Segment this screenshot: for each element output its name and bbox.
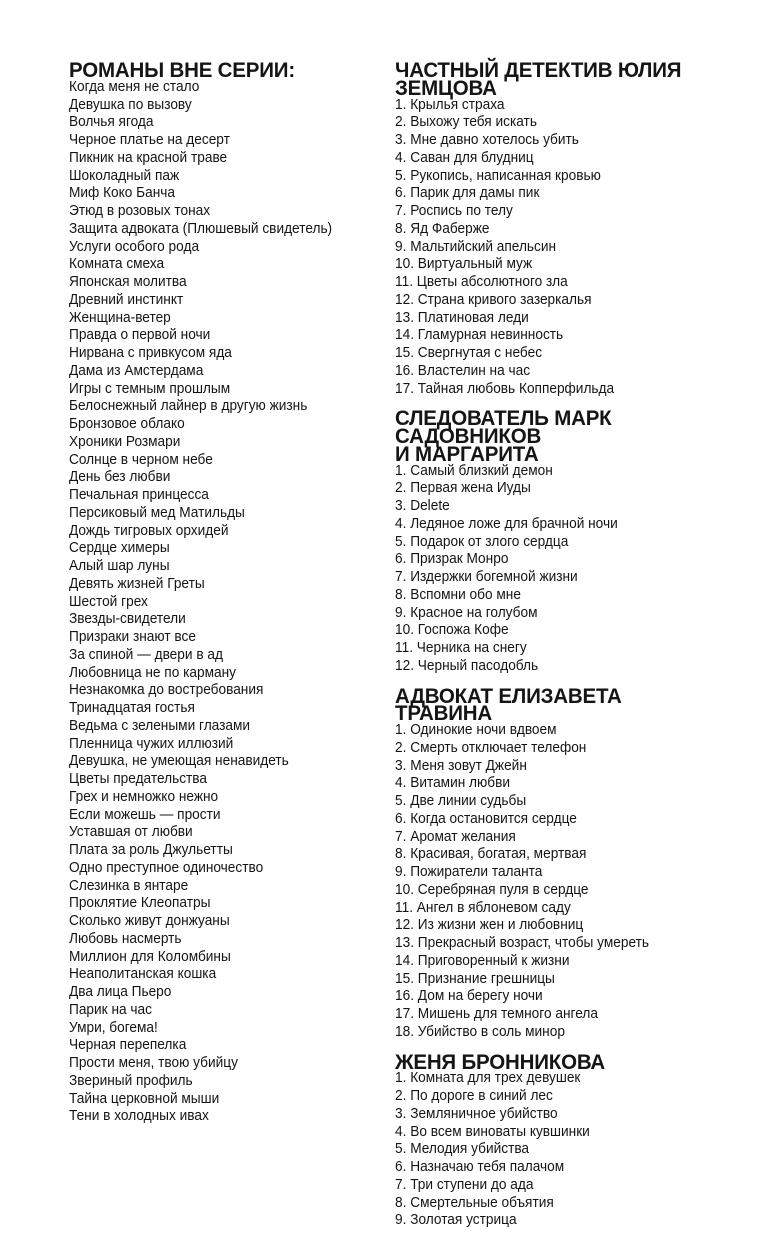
right-column xyxy=(395,57,709,1241)
book-title: 9. Мальтийский апельсин xyxy=(395,238,557,255)
section-heading xyxy=(395,405,709,466)
book-title: Девушка, не умеющая ненавидеть xyxy=(69,753,289,770)
book-title: 5. Подарок от злого сердца xyxy=(395,533,569,550)
book-title: 17. Мишень для темного ангела xyxy=(395,1006,598,1022)
book-list xyxy=(395,97,709,399)
book-title: 17. Тайная любовь Копперфильда xyxy=(395,380,615,397)
book-title: 2. Смерть отключает телефон xyxy=(395,739,587,756)
book-title: Уставшая от любви xyxy=(69,824,193,841)
book-title: Шестой грех xyxy=(69,593,148,610)
book-title: Звериный профиль xyxy=(69,1072,193,1089)
book-title: 9. Пожиратели таланта xyxy=(395,864,543,880)
section-sadovnikov xyxy=(395,405,709,675)
section-heading-line: И МАРГАРИТА xyxy=(395,440,539,466)
book-title: 9. Красное на голубом xyxy=(395,604,538,621)
book-title: 3. Delete xyxy=(395,498,450,514)
book-title: 6. Когда остановится сердце xyxy=(395,810,577,827)
book-title: 10. Госпожа Кофе xyxy=(395,622,509,639)
book-title: 3. Мне давно хотелось убить xyxy=(395,132,579,148)
book-title: 2. Выхожу тебя искать xyxy=(395,114,537,131)
book-title: 7. Роспись по телу xyxy=(395,203,513,219)
book-title: 10. Серебряная пуля в сердце xyxy=(395,881,589,898)
book-title: Игры с темным прошлым xyxy=(69,380,231,397)
book-title: 5. Мелодия убийства xyxy=(395,1141,530,1158)
book-title: Одно преступное одиночество xyxy=(69,859,264,876)
book-title: За спиной — двери в ад xyxy=(69,646,223,663)
book-title: 3. Земляничное убийство xyxy=(395,1105,558,1122)
book-title: Правда о первой ночи xyxy=(69,327,211,344)
book-list xyxy=(395,1070,709,1230)
book-title: Белоснежный лайнер в другую жизнь xyxy=(69,398,308,415)
book-title: Древний инстинкт xyxy=(69,291,184,308)
book-title: Если можешь — прости xyxy=(69,806,221,823)
book-title: 10. Виртуальный муж xyxy=(395,256,533,273)
book-title: 4. Саван для блудниц xyxy=(395,149,534,166)
book-title: Ведьма с зелеными глазами xyxy=(69,717,251,734)
book-title: Миллион для Коломбины xyxy=(69,948,231,965)
book-list xyxy=(69,79,383,1126)
book-title: 15. Признание грешницы xyxy=(395,970,555,987)
section-standalone-novels xyxy=(69,57,383,1126)
book-title: 2. Первая жена Иуды xyxy=(395,480,531,497)
book-title: Девушка по вызову xyxy=(69,96,192,113)
book-title: 4. Витамин любви xyxy=(395,775,511,792)
book-title: Этюд в розовых тонах xyxy=(69,203,211,219)
book-title: 14. Гламурная невинность xyxy=(395,327,564,344)
book-title: День без любви xyxy=(69,469,171,486)
book-title: Два лица Пьеро xyxy=(69,984,172,1000)
book-title: 7. Аромат желания xyxy=(395,828,516,845)
book-title: Японская молитва xyxy=(69,274,187,290)
book-title: 16. Властелин на час xyxy=(395,362,531,379)
book-title: Тайна церковной мыши xyxy=(69,1090,220,1107)
book-title: Умри, богема! xyxy=(69,1019,158,1036)
book-title: 16. Дом на берегу ночи xyxy=(395,988,543,1005)
section-heading: ЧАСТНЫЙ ДЕТЕКТИВ ЮЛИЯ ЗЕМЦОВА xyxy=(395,57,682,100)
book-title: Тени в холодных ивах xyxy=(69,1108,209,1125)
book-title: 8. Красивая, богатая, мертвая xyxy=(395,846,587,863)
book-title: 1. Одинокие ночи вдвоем xyxy=(395,722,557,738)
book-title: Любовь насмерть xyxy=(69,930,182,947)
book-title: Черная перепелка xyxy=(69,1037,187,1054)
book-title: Грех и немножко нежно xyxy=(69,788,219,805)
book-title: 18. Убийство в соль минор xyxy=(395,1023,565,1040)
book-title: Бронзовое облако xyxy=(69,416,185,432)
book-title: Персиковый мед Матильды xyxy=(69,504,245,521)
book-title: 5. Рукопись, написанная кровью xyxy=(395,167,601,184)
book-title: 5. Две линии судьбы xyxy=(395,793,527,809)
book-title: 6. Призрак Монро xyxy=(395,551,509,568)
book-title: 2. По дороге в синий лес xyxy=(395,1088,553,1104)
section-heading: АДВОКАТ ЕЛИЗАВЕТА ТРАВИНА xyxy=(395,682,622,726)
book-title: Защита адвоката (Плюшевый свидетель) xyxy=(69,220,333,237)
book-title: Слезинка в янтаре xyxy=(69,877,189,894)
book-title: Незнакомка до востребования xyxy=(69,682,264,699)
book-title: 11. Черника на снегу xyxy=(395,640,527,656)
book-title: Проклятие Клеопатры xyxy=(69,895,211,912)
book-title: Женщина-ветер xyxy=(69,309,171,326)
book-list xyxy=(395,463,709,676)
book-title: Дождь тигровых орхидей xyxy=(69,522,229,539)
book-title: Тринадцатая гостья xyxy=(69,700,195,716)
book-title: 11. Ангел в яблоневом саду xyxy=(395,899,571,916)
book-title: Призраки знают все xyxy=(69,629,196,645)
book-title: Волчья ягода xyxy=(69,114,154,131)
book-title: Парик на час xyxy=(69,1001,152,1018)
section-travina xyxy=(395,682,709,1042)
book-title: Пикник на красной траве xyxy=(69,149,228,166)
book-title: Услуги особого рода xyxy=(69,238,200,255)
book-title: Миф Коко Банча xyxy=(69,185,176,202)
book-title: 12. Из жизни жен и любовниц xyxy=(395,917,584,934)
book-title: 9. Золотая устрица xyxy=(395,1212,517,1229)
book-title: Прости меня, твою убийцу xyxy=(69,1055,238,1071)
book-title: 15. Свергнутая с небес xyxy=(395,345,543,361)
book-title: Хроники Розмари xyxy=(69,433,181,450)
book-title: Любовница не по карману xyxy=(69,664,236,681)
book-title: Комната смеха xyxy=(69,256,165,273)
book-title: 1. Самый близкий демон xyxy=(395,462,553,479)
book-title: 4. Во всем виноваты кувшинки xyxy=(395,1123,590,1140)
book-title: Солнце в черном небе xyxy=(69,451,213,468)
book-title: Плата за роль Джульетты xyxy=(69,842,233,858)
book-title: Неаполитанская кошка xyxy=(69,966,217,983)
book-title: 12. Страна кривого зазеркалья xyxy=(395,291,592,308)
book-title: 7. Три ступени до ада xyxy=(395,1176,534,1193)
book-title: Когда меня не стало xyxy=(69,78,200,95)
book-title: Пленница чужих иллюзий xyxy=(69,735,234,752)
book-title: 6. Назначаю тебя палачом xyxy=(395,1159,565,1175)
section-heading: ЖЕНЯ БРОННИКОВА xyxy=(395,1048,606,1074)
section-heading: РОМАНЫ ВНЕ СЕРИИ: xyxy=(69,57,295,82)
book-title: Черное платье на десерт xyxy=(69,132,230,148)
book-title: 13. Платиновая леди xyxy=(395,309,529,326)
book-title: 13. Прекрасный возраст, чтобы умереть xyxy=(395,935,649,951)
section-zemtsova xyxy=(395,57,709,398)
book-title: Шоколадный паж xyxy=(69,167,180,184)
left-column xyxy=(69,57,383,1137)
book-title: Печальная принцесса xyxy=(69,487,209,503)
book-title: 8. Вспомни обо мне xyxy=(395,586,521,603)
book-title: 14. Приговоренный к жизни xyxy=(395,952,570,969)
book-title: 12. Черный пасодобль xyxy=(395,657,539,674)
book-title: 1. Крылья страха xyxy=(395,96,505,113)
book-title: Нирвана с привкусом яда xyxy=(69,345,232,361)
section-heading-line: СЛЕДОВАТЕЛЬ МАРК САДОВНИКОВ xyxy=(395,405,612,448)
book-title: 3. Меня зовут Джейн xyxy=(395,757,527,774)
book-title: 11. Цветы абсолютного зла xyxy=(395,274,568,290)
book-title: Дама из Амстердама xyxy=(69,362,204,379)
book-title: 6. Парик для дамы пик xyxy=(395,185,540,202)
book-title: 1. Комната для трех девушек xyxy=(395,1070,581,1087)
book-title: 7. Издержки богемной жизни xyxy=(395,569,578,585)
book-title: 8. Яд Фаберже xyxy=(395,220,490,237)
section-bronnikova xyxy=(395,1048,709,1231)
book-title: Звезды-свидетели xyxy=(69,611,186,628)
book-title: 8. Смертельные объятия xyxy=(395,1194,554,1211)
book-title: Сколько живут донжуаны xyxy=(69,913,230,929)
book-list xyxy=(395,722,709,1042)
book-title: Алый шар луны xyxy=(69,558,170,574)
book-title: 4. Ледяное ложе для брачной ночи xyxy=(395,515,618,532)
book-title: Девять жизней Греты xyxy=(69,575,205,592)
book-title: Цветы предательства xyxy=(69,771,208,787)
book-title: Сердце химеры xyxy=(69,540,170,557)
